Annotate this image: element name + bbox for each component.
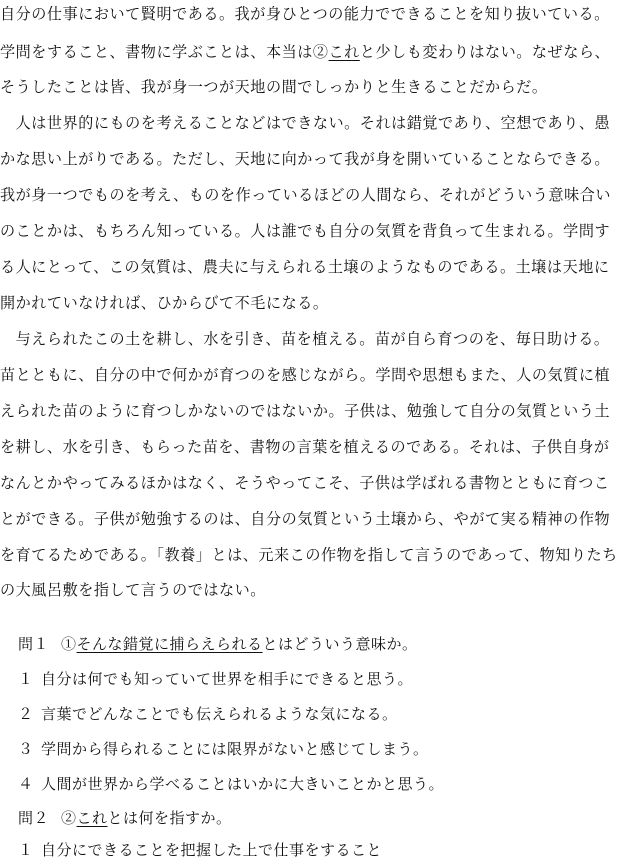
paragraph-line: の大風呂敷を指して言うのではない。 (0, 581, 266, 599)
paragraph-line: そうしたことは皆、我が身一つが天地の間でしっかりと生きることだからだ。 (0, 78, 548, 96)
question-label: 問２ (18, 809, 50, 827)
option-text: 学問から得られることには限界がないと感じてしまう。 (41, 740, 429, 758)
paragraph-line: る人にとって、この気質は、農夫に与えられる土壌のようなものである。土壌は天地に (0, 258, 610, 276)
underlined-reference: そんな錯覚に捕らえられる (76, 635, 263, 653)
paragraph-line: えられた苗のように育つしかないのではないか。子供は、勉強して自分の気質という土 (0, 402, 611, 420)
underlined-reference: これ (76, 809, 108, 827)
option-number: １ (18, 841, 34, 859)
text-segment: と少しも変わりはない。なぜなら、 (359, 43, 611, 61)
option-text: 自分は何でも知っていて世界を相手にできると思う。 (41, 670, 414, 688)
option-text: 言葉でどんなことでも伝えられるような気になる。 (41, 705, 398, 723)
option-number: ２ (18, 705, 34, 723)
underlined-reference: これ (328, 43, 360, 61)
circled-number: ② (61, 809, 77, 827)
text-segment: 学問をすること、書物に学ぶことは、本当は② (0, 43, 329, 61)
paragraph-line: を育てるためである。「教養」とは、元来この作物を指して言うのであって、物知りたち (0, 546, 618, 564)
paragraph-line: 苗とともに、自分の中で何かが育つのを感じながら。学問や思想もまた、人の気質に植 (0, 366, 611, 384)
question-label: 問１ (18, 635, 50, 653)
circled-number: ① (61, 635, 77, 653)
option-text: 人間が世界から学べることはいかに大きいことかと思う。 (41, 775, 445, 793)
option-number: １ (18, 670, 34, 688)
text-segment: とは何を指すか。 (107, 809, 232, 827)
paragraph-line: 我が身一つでものを考え、ものを作っているほどの人間なら、それがどういう意味合い (0, 186, 612, 204)
paragraph-line: 自分の仕事において賢明である。我が身ひとつの能力でできることを知り抜いている。 (0, 5, 610, 23)
option-number: ４ (18, 775, 34, 793)
question-prompt-text (61, 808, 232, 828)
paragraph-line: を耕し、水を引き、もらった苗を、書物の言葉を植えるのである。それは、子供自身が (0, 438, 610, 456)
paragraph-line: とができる。子供が勉強するのは、自分の気質という土壌から、やがて実る精神の作物 (0, 510, 611, 528)
paragraph-line: かな思い上がりである。ただし、天地に向かって我が身を開いていることならできる。 (0, 150, 610, 168)
paragraph-line: 与えられたこの土を耕し、水を引き、苗を植える。苗が自ら育つのを、毎日助ける。 (0, 330, 610, 348)
paragraph-line: 開かれていなければ、ひからびて不毛になる。 (0, 294, 329, 312)
option-number: ３ (18, 740, 34, 758)
paragraph-line (0, 42, 610, 62)
paragraph-line: なんとかやってみるほかはなく、そうやってこそ、子供は学ばれる書物とともに育つこ (0, 474, 610, 492)
paragraph-line: のことかは、もちろん知っている。人は誰でも自分の気質を背負って生まれる。学問す (0, 222, 611, 240)
option-text: 自分にできることを把握した上で仕事をすること (41, 841, 383, 859)
question-prompt-text (61, 634, 418, 654)
paragraph-line: 人は世界的にものを考えることなどはできない。それは錯覚であり、空想であり、愚 (0, 114, 611, 132)
text-segment: とはどういう意味か。 (262, 635, 418, 653)
